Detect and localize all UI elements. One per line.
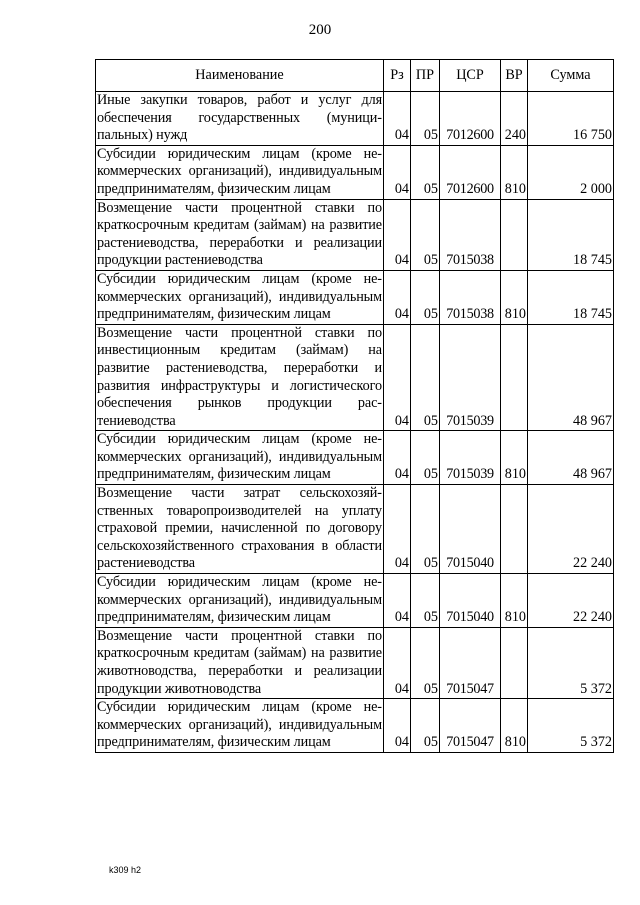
row-pr: 05 [411,199,440,270]
row-sum: 22 240 [528,574,614,628]
row-name: Субсидии юридическим лицам (кроме некоммерческих организаций), индивидуальным предпринимателям, физическим лицам [96,699,384,753]
row-sum: 5 372 [528,699,614,753]
row-rz: 04 [384,574,411,628]
row-vr: 810 [501,699,528,753]
row-sum: 22 240 [528,485,614,574]
table-row [96,431,614,485]
table-row [96,699,614,753]
row-rz: 04 [384,92,411,146]
table-row [96,92,614,146]
row-sum: 48 967 [528,431,614,485]
row-sum: 48 967 [528,324,614,431]
table-row [96,324,614,431]
header-vr: ВР [501,60,528,92]
row-pr: 05 [411,574,440,628]
row-csr: 7015040 [440,485,501,574]
row-vr [501,485,528,574]
table-row [96,627,614,698]
table-row [96,270,614,324]
header-name: Наименование [96,60,384,92]
row-name: Субсидии юридическим лицам (кроме некоммерческих организаций), индивидуальным предпринимателям, физическим лицам [96,145,384,199]
row-rz: 04 [384,324,411,431]
row-rz: 04 [384,145,411,199]
table-row [96,485,614,574]
table-row [96,145,614,199]
row-name: Иные закупки товаров, работ и услуг для обеспечения государственных (муниципальных) нужд [96,92,384,146]
table-row [96,574,614,628]
row-sum: 18 745 [528,270,614,324]
row-vr: 810 [501,574,528,628]
row-csr: 7012600 [440,145,501,199]
row-vr [501,324,528,431]
row-name: Субсидии юридическим лицам (кроме некоммерческих организаций), индивидуальным предпринимателям, физическим лицам [96,574,384,628]
row-pr: 05 [411,485,440,574]
row-vr: 240 [501,92,528,146]
row-sum: 2 000 [528,145,614,199]
row-name: Субсидии юридическим лицам (кроме некоммерческих организаций), индивидуальным предпринимателям, физическим лицам [96,270,384,324]
header-pr: ПР [411,60,440,92]
row-csr: 7015038 [440,199,501,270]
row-pr: 05 [411,627,440,698]
row-vr [501,199,528,270]
footer-code: k309 h2 [109,865,142,875]
row-csr: 7015047 [440,627,501,698]
table-header-row [96,60,614,92]
page-number: 200 [308,22,332,38]
row-csr: 7015038 [440,270,501,324]
row-pr: 05 [411,270,440,324]
row-vr: 810 [501,270,528,324]
row-vr: 810 [501,431,528,485]
row-sum: 16 750 [528,92,614,146]
row-rz: 04 [384,199,411,270]
row-vr: 810 [501,145,528,199]
row-csr: 7015039 [440,431,501,485]
row-pr: 05 [411,431,440,485]
row-name: Возмещение части процентной ставки по краткосрочным кредитам (займам) на развитие животноводства, переработки и реализации продукции животноводства [96,627,384,698]
row-rz: 04 [384,699,411,753]
budget-table [95,59,614,753]
row-rz: 04 [384,270,411,324]
row-name: Возмещение части процентной ставки по инвестиционным кредитам (займам) на развитие растениеводства, переработки и развития инфраструктуры и логистического обеспечения рынков продукции растениеводства [96,324,384,431]
row-pr: 05 [411,92,440,146]
header-csr: ЦСР [440,60,501,92]
row-pr: 05 [411,145,440,199]
row-rz: 04 [384,627,411,698]
row-vr [501,627,528,698]
header-sum: Сумма [528,60,614,92]
row-csr: 7015040 [440,574,501,628]
row-csr: 7012600 [440,92,501,146]
header-rz: Рз [384,60,411,92]
row-csr: 7015039 [440,324,501,431]
row-pr: 05 [411,324,440,431]
row-name: Возмещение части процентной ставки по краткосрочным кредитам (займам) на развитие растениеводства, переработки и реализации продукции растениеводства [96,199,384,270]
row-csr: 7015047 [440,699,501,753]
row-name: Возмещение части затрат сельскохозяйственных товаропроизводителей на уплату страховой премии, начисленной по договору сельскохозяйственного страхования в области растениеводства [96,485,384,574]
row-pr: 05 [411,699,440,753]
row-name: Субсидии юридическим лицам (кроме некоммерческих организаций), индивидуальным предпринимателям, физическим лицам [96,431,384,485]
row-rz: 04 [384,485,411,574]
row-sum: 5 372 [528,627,614,698]
row-rz: 04 [384,431,411,485]
table-row [96,199,614,270]
row-sum: 18 745 [528,199,614,270]
